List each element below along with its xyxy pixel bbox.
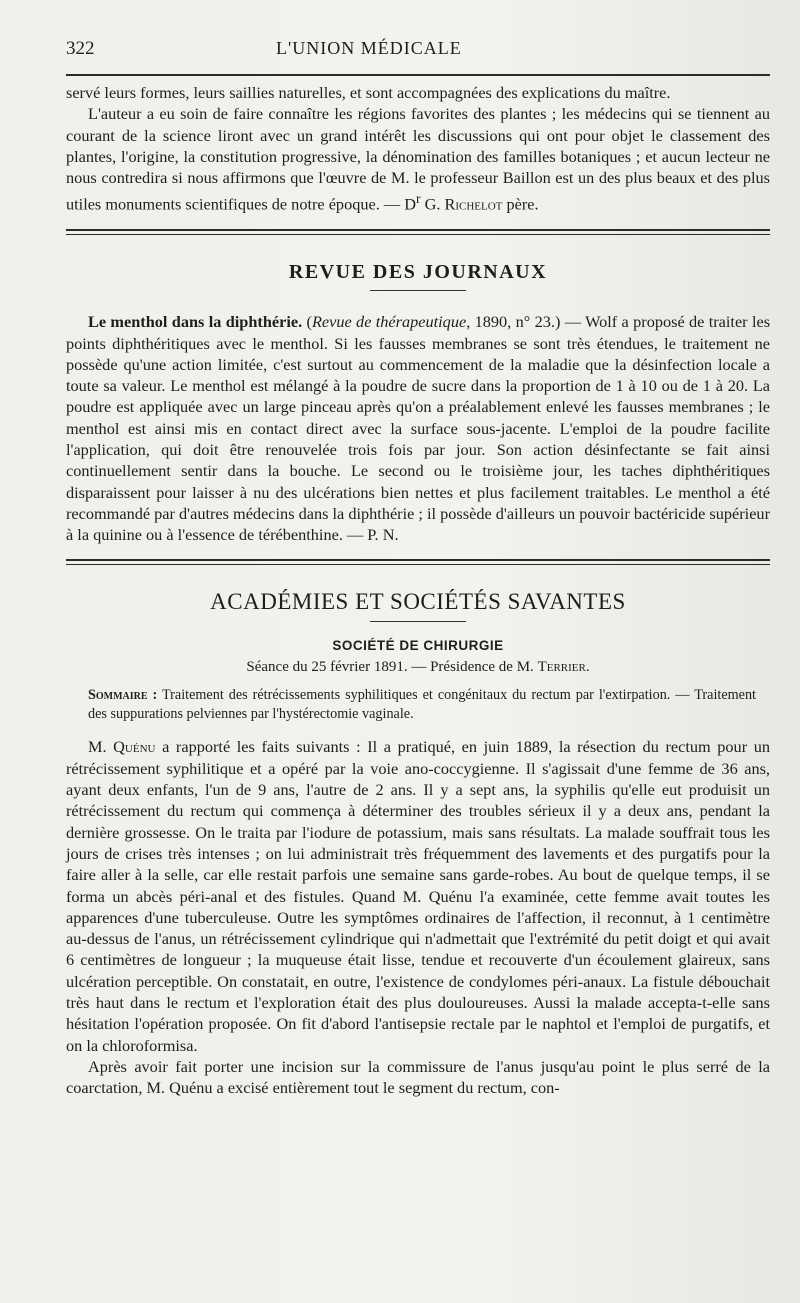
quenu-text-1: a rapporté les faits suivants : Il a pratiqué, en juin 1889, la résection du rectum pour un rétrécissement syphilitique et a opéré par la voie ano-coccygienne. Il s'agissait d'une femme de 36 ans, ayant deux enfants, l'un de 9 ans, l'autre de 2 ans. Il y a sept ans, la syphilis qu'elle eut produisit un rétrécissement du rectum qui commença à déterminer des troubles sérieux il y a deux ans, pendant la dernière grossesse. On le traita par l'iodure de potassium, mais sans résultats. La malade souffrait tous les jours de crises très intenses ; on lui administrait très fréquemment des lavements et des purgatifs pour la faire aller à la selle, car elle restait parfois une semaine sans garde-robes. Au bout de quelque temps, il se forma un abcès péri-anal et des fistules. Quand M. Quénu l'a examinée, cette femme avait toutes les apparences d'une tuberculeuse. Outre les symptômes ordinaires de l'affection, il reconnut, à 1 centimètre au-dessus de l'anus, un rétrécissement cylindrique qui n'admettait que l'extrémité du petit doigt et qui avait 6 centimètres de longueur ; la muqueuse était lisse, tendue et recouverte d'un écoulement glaireux, sans ulcération perceptible. On constatait, en outre, l'existence de condylomes péri-anaux. La fistule débouchait très haut dans le rectum et l'exploration était des plus douloureuses. Aussi la malade accepta-t-elle sans hésitation l'opération proposée. On fit d'abord l'antisepsie rectale par le naphtol et l'emploi de purgatifs, et on la chloroformisa. <box>66 737 771 1055</box>
signature-title-sup: r <box>415 191 421 207</box>
menthol-article <box>66 311 770 545</box>
title-underline-1 <box>370 290 466 291</box>
quenu-name: Quénu <box>113 737 156 757</box>
sommaire-label: Sommaire : <box>88 687 158 704</box>
quenu-paragraph-1 <box>66 736 770 1055</box>
source-open: ( <box>302 312 312 332</box>
quenu-paragraph-2: Après avoir fait porter une incision sur la commissure de l'anus jusqu'au point le plus serré de la coarctation, M. Quénu a excisé entièrement tout le segment du rectum, con- <box>66 1056 770 1098</box>
article-title: Le menthol dans la diphthérie. <box>88 312 303 332</box>
review-paragraph-1: servé leurs formes, leurs saillies naturelles, et sont accompagnées des explications du maître. <box>66 83 671 102</box>
page-header <box>66 38 770 68</box>
running-title: L'UNION MÉDICALE <box>276 38 462 58</box>
society-title: SOCIÉTÉ DE CHIRURGIE <box>332 638 504 654</box>
seance-text: Séance du 25 février 1891. — Présidence de M. <box>246 659 538 676</box>
header-rule <box>66 74 770 76</box>
section-divider-2 <box>66 559 770 565</box>
seance-line <box>66 659 770 676</box>
page-number: 322 <box>66 38 95 59</box>
source-journal: Revue de thérapeutique <box>311 312 467 332</box>
seance-end: . <box>585 659 590 676</box>
signature-end: père. <box>502 194 539 214</box>
section-divider-1 <box>66 229 770 235</box>
sommaire <box>88 686 756 724</box>
review-paragraph-2-text: L'auteur a eu soin de faire connaître les régions favorites des plantes ; les médecins qui se tiennent au courant de la science liront avec un grand intérêt les discussions qui ont pour objet le classement des plantes, l'origine, la constitution progressive, la dénomination des familles botaniques ; et aucun lecteur ne nous contredira si nous affirmons que l'œuvre de M. le professeur Baillon est un des plus beaux et des plus utiles monuments scientifiques de notre époque. — D <box>66 104 770 214</box>
source-rest: , 1890, n° 23.) — <box>466 312 586 332</box>
quenu-prefix: M. <box>88 737 114 757</box>
president-name: Terrier <box>537 659 586 676</box>
section-title-academies: ACADÉMIES ET SOCIÉTÉS SAVANTES <box>210 589 626 615</box>
review-paragraph-2 <box>66 103 770 215</box>
sommaire-text: Traitement des rétrécissements syphilitiques et congénitaux du rectum par l'extirpation. — Traitement des suppurations pelviennes par l'hystérectomie vaginale. <box>88 687 756 723</box>
section-title-journaux: REVUE DES JOURNAUX <box>288 261 548 284</box>
title-underline-2 <box>370 621 466 622</box>
signature-name: G. Richelot <box>420 194 503 214</box>
article-body: Wolf a proposé de traiter les points diphthéritiques avec le menthol. Si les fausses membranes se sont très étendues, le traitement ne possède qu'une action limitée, c'est surtout au commencement de la maladie que la désinfection locale a toute sa valeur. Le menthol est mélangé à la poudre de sucre dans la proportion de 1 à 10 ou de 1 à 20. La poudre est appliquée avec un large pinceau après qu'on a préalablement enlevé les fausses membranes ; le menthol est ainsi mis en contact direct avec la surface sous-jacente. L'emploi de la poudre facilite l'application, qui doit être renouvelée trois fois par jour. Son action désinfectante se fait ainsi continuellement sentir dans la bouche. Le second ou le troisième jour, les taches diphthéritiques disparaissent pour laisser à nu des ulcérations bien nettes et plus facilement traitables. Le menthol a été recommandé par d'autres médecins dans la diphthérie ; il possède d'ailleurs un pouvoir bactéricide supérieur à la quinine ou à l'essence de térébenthine. — P. N. <box>66 312 771 545</box>
